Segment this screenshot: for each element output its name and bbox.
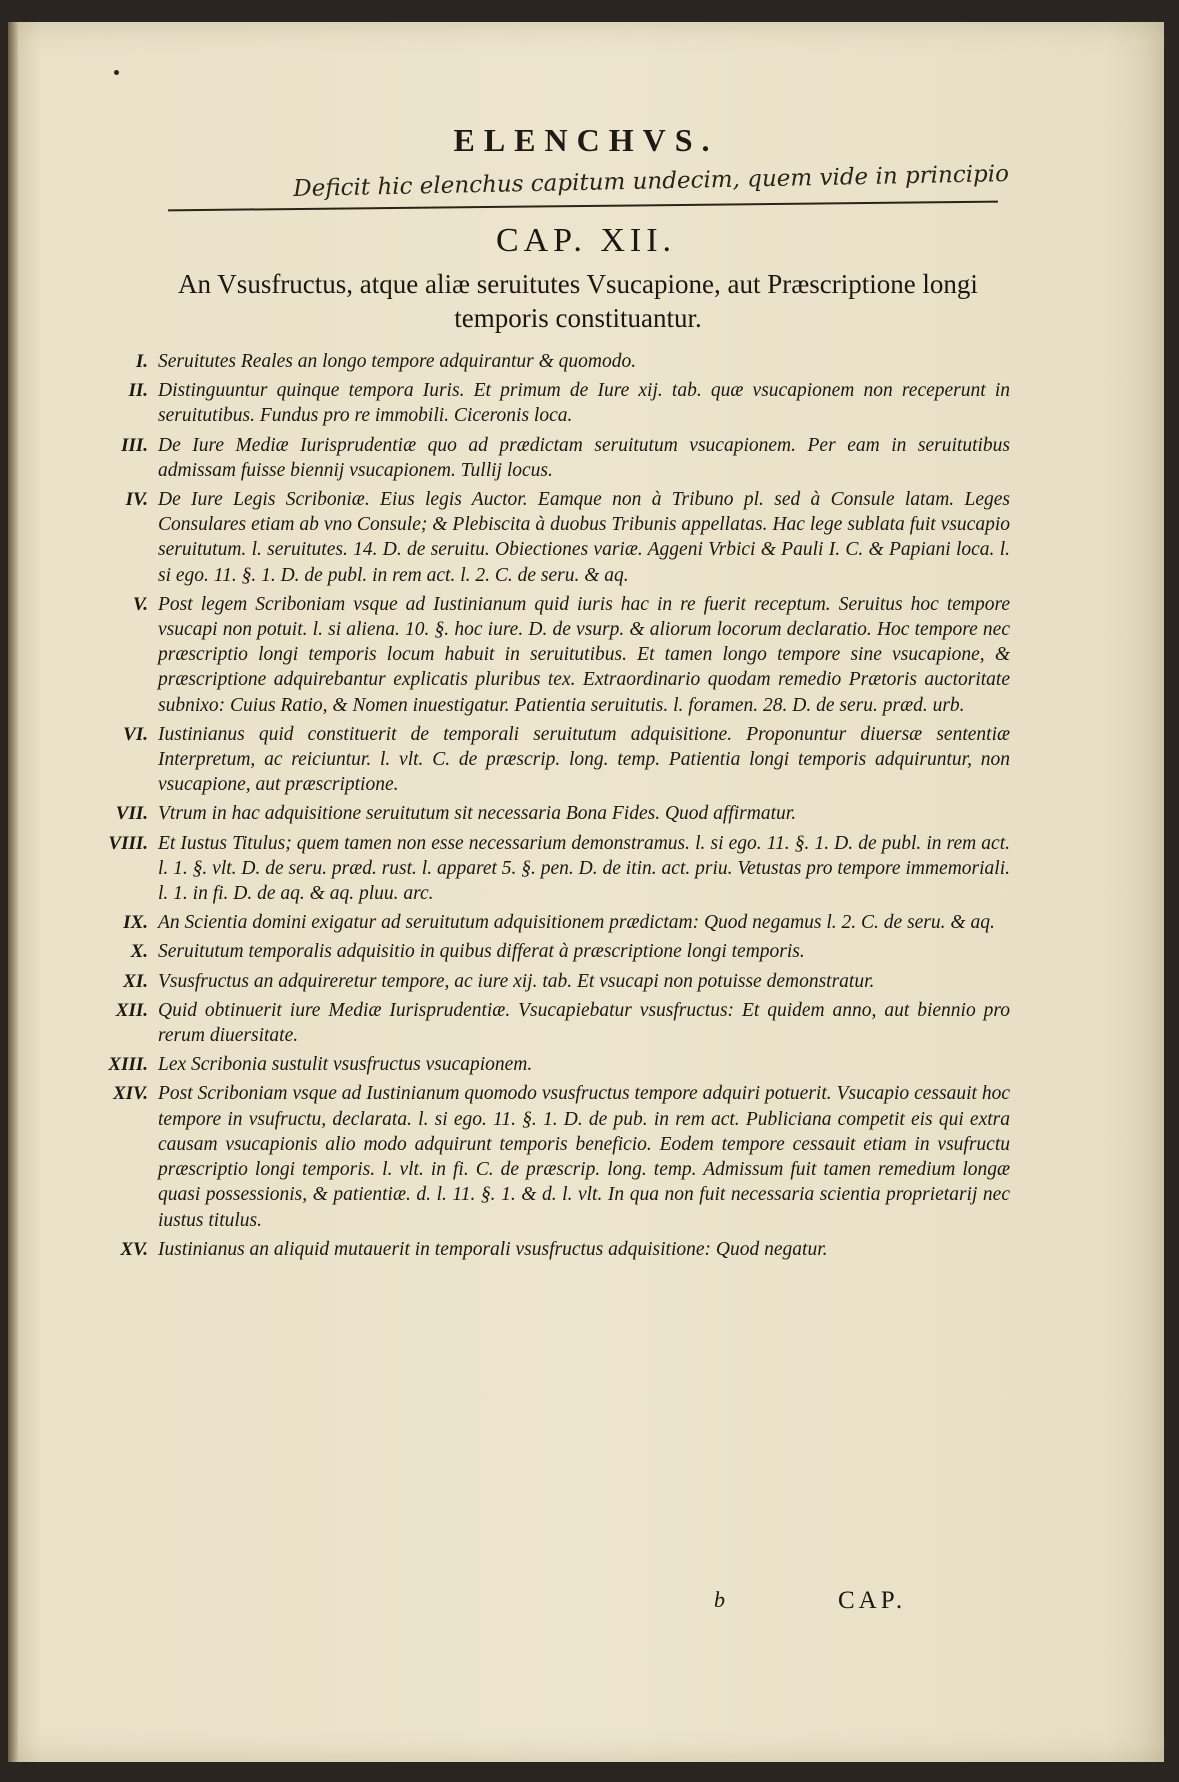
summary-entry [70,998,1010,1048]
signature-mark: b [714,1587,725,1612]
summary-entry [70,1081,1010,1232]
entry-text: Seruitutum temporalis adquisitio in quibus differat à præscriptione longi temporis. [158,941,805,963]
entry-numeral: X. [130,941,148,963]
summary-entry [70,378,1010,428]
entry-numeral: III. [121,434,148,456]
summary-entry [70,801,1010,826]
page-gutter [8,22,18,1762]
entry-numeral: V. [133,593,148,615]
entry-text: An Scientia domini exigatur ad seruitutum adquisitionem prædictam: Quod negamus l. 2. C. de seru. & aq. [158,912,995,934]
entry-numeral: XIV. [112,1083,148,1105]
summary-entry [70,487,1010,588]
entry-numeral: XI. [123,970,148,992]
chapter-summary-list [70,349,1010,1266]
summary-entry [70,1237,1010,1262]
annotation-underline [168,201,998,212]
entry-numeral: XII. [115,999,148,1021]
entry-numeral: VI. [123,723,148,745]
entry-text: Iustinianus an aliquid mutauerit in temporali vsusfructus adquisitione: Quod negatur. [158,1238,828,1260]
chapter-title: An Vsusfructus, atque aliæ seruitutes Vsucapione, aut Præscriptione longi temporis constituantur. [178,269,978,333]
entry-text: Quid obtinuerit iure Mediæ Iurisprudentiæ. Vsucapiebatur vsusfructus: Et quidem anno, aut biennio pro rerum diuersitate. [158,999,1010,1047]
running-head: ELENCHVS. [453,122,719,158]
summary-entry [70,939,1010,964]
entry-text: Et Iustus Titulus; quem tamen non esse necessarium demonstramus. l. si ego. 11. §. 1. D. de publ. in rem act. l. 1. §. vlt. D. de seru. præd. rust. l. apparet 5. §. pen. D. de itin. act. priu. Vetustas pro tempore immemoriali. l. 1. in fi. D. de aq. & aq. pluu. arc. [158,832,1010,905]
entry-text: Lex Scribonia sustulit vsusfructus vsucapionem. [158,1054,533,1076]
chapter-number: CAP. XII. [495,222,677,259]
entry-numeral: XIII. [108,1054,148,1076]
entry-text: Distinguuntur quinque tempora Iuris. Et primum de Iure xij. tab. quæ vsucapionem non receperunt in seruitutibus. Fundus pro re immobili. Ciceronis loca. [158,380,1010,427]
summary-entry [70,722,1010,798]
summary-entry [70,910,1010,935]
catchword: CAP. [838,1587,907,1614]
entry-numeral: VII. [115,803,148,825]
entry-numeral: IX. [123,912,148,934]
entry-text: Post Scriboniam vsque ad Iustinianum quomodo vsusfructus tempore adquiri potuerit. Vsucapio cessauit hoc tempore in vsufructu, declarata. l. si ego. 11. §. 1. D. de pub. in rem act. Publiciana competit eis qui extra causam vsucapionis alio modo adquirunt temporis beneficio. Eodem tempore cessauit etiam in vsufructu præscriptio longi temporis. l. vlt. in fi. C. de præscrip. long. temp. Admissum fuit tamen remedium longæ quasi possessionis, & patientiæ. d. l. 11. §. 1. & d. l. vlt. In qua non fuit necessaria scientia proprietarij nec iustus titulus. [158,1083,1010,1231]
entry-text: De Iure Legis Scriboniæ. Eius legis Auctor. Eamque non à Tribuno pl. sed à Consule latam. Leges Consulares etiam ab vno Consule; & Plebiscita à duobus Tribunis appellatas. Hac lege sublata fuit vsucapio seruitutum. l. seruitutes. 14. D. de seruitu. Obiectiones variæ. Aggeni Vrbici & Pauli I. C. & Papiani loca. l. si ego. 11. §. 1. D. de publ. in rem act. l. 2. C. de seru. & aq. [158,489,1010,586]
entry-text: Iustinianus quid constituerit de temporali seruitutum adquisitione. Proponuntur diuersæ sententiæ Interpretum, ac reiciuntur. l. vlt. C. de præscrip. long. temp. Patientia longi temporis adquiruntur, non vsucapione, aut præscriptione. [158,723,1010,796]
summary-entry [70,349,1010,374]
summary-entry [70,592,1010,718]
entry-text: Post legem Scriboniam vsque ad Iustinianum quid iuris hac in re fuerit receptum. Seruitus hoc tempore vsucapi non potuit. l. si aliena. 10. §. hoc iure. D. de vsurp. & aliorum locorum declaratio. Hoc tempore nec præscriptio longi temporis locum habuit in seruitutibus. Et tamen longo tempore sine vsucapione, & præscriptione adquirebantur explicatis pluribus tex. Extraordinario quodam remedio Prætoris auctoritate subnixo: Cuius Ratio, & Nomen inuestigatur. Patientia seruitutis. l. foramen. 28. D. de seru. præd. urb. [158,593,1010,716]
summary-entry [70,1052,1010,1077]
entry-text: Seruitutes Reales an longo tempore adquirantur & quomodo. [158,351,637,372]
entry-numeral: II. [128,380,148,402]
entry-text: De Iure Mediæ Iurisprudentiæ quo ad prædictam seruitutum vsucapionem. Per eam in seruitutibus admissam fuisse biennij vsucapionem. Tullij locus. [158,434,1010,481]
entry-numeral: VIII. [108,832,148,854]
handwritten-annotation: Deficit hic elenchus capitum undecim, quem vide in principio [293,161,1010,202]
summary-entry [70,433,1010,483]
entry-numeral: I. [135,351,148,372]
entry-text: Vsusfructus an adquireretur tempore, ac iure xij. tab. Et vsucapi non potuisse demonstratur. [158,970,875,992]
summary-entry [70,831,1010,907]
entry-text: Vtrum in hac adquisitione seruitutum sit necessaria Bona Fides. Quod affirmatur. [158,803,797,825]
entry-numeral: XV. [120,1238,148,1260]
entry-numeral: IV. [125,489,148,511]
summary-entry [70,969,1010,994]
ink-speck [114,70,119,75]
book-page [8,22,1164,1762]
